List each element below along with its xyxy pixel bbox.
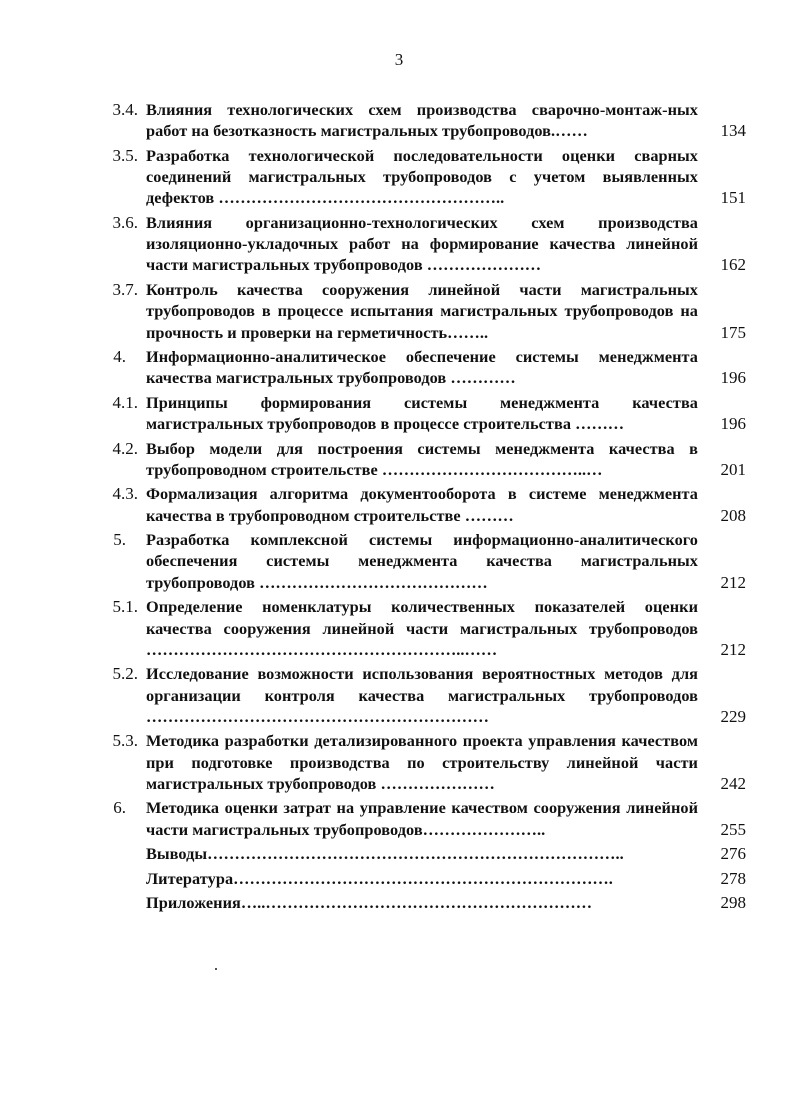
toc-entry-5-2	[96, 663, 746, 727]
toc-entry-4-3	[96, 483, 746, 526]
toc-entry-number: 4.1.	[112, 392, 138, 412]
toc-entry-title: Исследование возможности использования вероятностных методов для организации контроля качества магистральных трубопроводов ………………………………………………………	[146, 664, 698, 726]
toc-entry-3-6	[96, 212, 746, 276]
scan-speck	[215, 968, 217, 970]
toc-entry-page: 276	[720, 844, 746, 864]
toc-entry-page: 229	[720, 706, 746, 726]
toc-entry-title: Принципы формирования системы менеджмента качества магистральных трубопроводов в процессе строительства ………	[146, 392, 698, 434]
toc-entry-title: Контроль качества сооружения линейной части магистральных трубопроводов в процессе испытания магистральных трубопроводов на прочность и проверки на герметичность……..	[146, 279, 698, 342]
toc-entry-3-5	[96, 145, 746, 209]
toc-entry-title: Литература…………………………………………………………….	[146, 868, 613, 888]
toc-entry-4	[96, 346, 746, 389]
toc-entry-page: 212	[720, 639, 746, 659]
toc-entry-number: 4.	[113, 347, 126, 367]
toc-entry-number: 5.1.	[112, 597, 138, 617]
toc-entry-6	[96, 797, 746, 840]
toc-entry-page: 208	[720, 505, 746, 525]
toc-entry-page: 162	[720, 255, 746, 275]
toc-entry-title: Выбор модели для построения системы менеджмента качества в трубопроводном строительстве ………………………………..…	[146, 438, 698, 479]
toc-entry-title: Определение номенклатуры количественных показателей оценки качества сооружения линейной части магистральных трубопроводов …………………………………………………..……	[146, 597, 698, 659]
toc-entry-number: 3.5.	[112, 145, 138, 165]
toc-entry-5-3	[96, 730, 746, 794]
toc-entry-number: 6.	[113, 798, 126, 818]
toc-entry-4-1	[96, 392, 746, 435]
toc-entry-3-4	[96, 99, 746, 142]
toc-entry-3-7	[96, 279, 746, 343]
toc-entry-page: 255	[720, 819, 746, 839]
toc-entry-title: Выводы…………………………………………………………………..	[146, 844, 624, 864]
toc-entry-page: 134	[720, 121, 746, 141]
toc-entry-appendices	[96, 892, 746, 913]
toc-entry-number: 3.6.	[112, 212, 138, 232]
page-number: 3	[394, 50, 404, 69]
table-of-contents	[96, 99, 746, 917]
toc-entry-conclusions	[96, 843, 746, 864]
toc-entry-page: 196	[720, 368, 746, 388]
toc-entry-title: Влияния организационно-технологических схем производства изоляционно-укладочных работ на формирование качества линейной части магистральных трубопроводов …………………	[146, 212, 698, 275]
toc-entry-title: Информационно-аналитическое обеспечение системы менеджмента качества магистральных трубопроводов …………	[146, 347, 698, 388]
toc-entry-number: 5.3.	[112, 731, 138, 751]
toc-entry-number: 4.3.	[112, 484, 138, 504]
toc-entry-title: Разработка технологической последовательности оценки сварных соединений магистральных трубопроводов с учетом выявленных дефектов ……………………………………………..	[146, 145, 698, 208]
toc-entry-title: Методика разработки детализированного проекта управления качеством при подготовке производства по строительству линейной части магистральных трубопроводов …………………	[146, 731, 698, 793]
toc-entry-number: 3.4.	[112, 100, 138, 119]
toc-entry-4-2	[96, 438, 746, 481]
toc-entry-title: Приложения…..……………………………………………………	[146, 893, 593, 913]
toc-entry-literature	[96, 868, 746, 889]
toc-entry-number: 3.7.	[112, 279, 138, 299]
toc-entry-title: Влияния технологических схем производства сварочно-монтаж-ных работ на безотказность магистральных трубопроводов.……	[146, 100, 698, 141]
toc-entry-page: 196	[720, 414, 746, 434]
toc-entry-5-1	[96, 596, 746, 660]
toc-entry-number: 5.2.	[112, 664, 138, 684]
toc-entry-page: 175	[720, 322, 746, 342]
toc-entry-title: Формализация алгоритма документооборота в системе менеджмента качества в трубопроводном строительстве ………	[146, 484, 698, 525]
toc-entry-number: 4.2.	[112, 438, 138, 458]
toc-entry-page: 212	[720, 572, 746, 592]
toc-entry-title: Разработка комплексной системы информационно-аналитического обеспечения системы менеджмента качества магистральных трубопроводов ……………………………………	[146, 530, 698, 592]
toc-entry-page: 151	[720, 188, 746, 208]
toc-entry-page: 242	[720, 773, 746, 793]
toc-entry-number: 5.	[113, 530, 126, 550]
toc-entry-page: 201	[720, 459, 746, 479]
toc-entry-title: Методика оценки затрат на управление качеством сооружения линейной части магистральных трубопроводов…………………..	[146, 798, 698, 839]
toc-entry-page: 298	[720, 893, 746, 913]
toc-entry-5	[96, 529, 746, 593]
toc-entry-page: 278	[720, 868, 746, 888]
